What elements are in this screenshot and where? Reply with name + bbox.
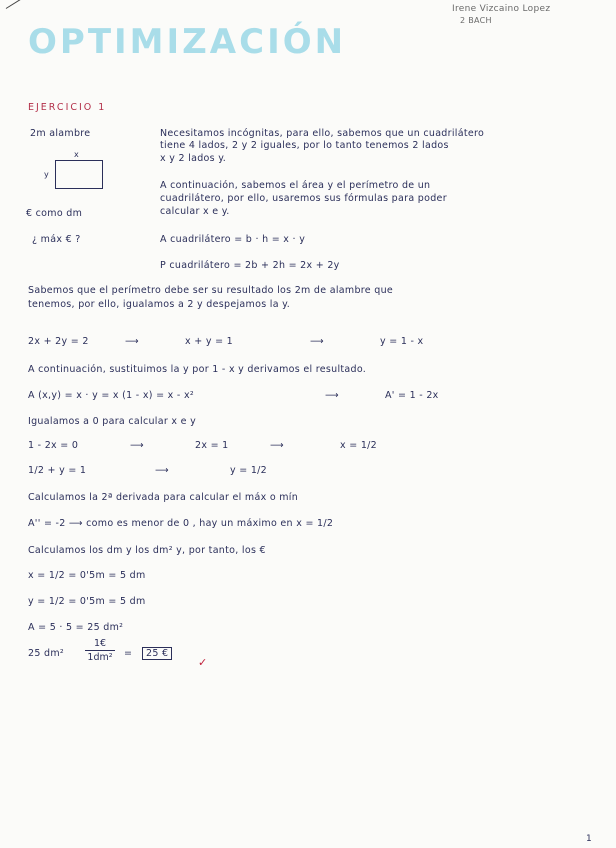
perimeter-text-2: tenemos, por ello, igualamos a 2 y despejamos la y.	[28, 299, 291, 310]
intro-line-1: Necesitamos incógnitas, para ello, sabemos que un cuadrilátero	[160, 128, 485, 139]
page-number: 1	[586, 834, 593, 844]
area-in-dm2: A = 5 · 5 = 25 dm²	[28, 622, 124, 633]
second-derivative: A'' = -2 ⟶ como es menor de 0 , hay un máximo en x = 1/2	[28, 518, 334, 529]
fraction-bar	[85, 650, 115, 651]
substitute-text: A continuación, sustituimos la y por 1 - x y derivamos el resultado.	[28, 364, 367, 375]
exercise-heading: EJERCICIO 1	[28, 102, 107, 113]
arrow-6: ⟶	[155, 465, 169, 476]
pencil-mark	[6, 0, 25, 9]
eq-solve-y: y = 1 - x	[380, 336, 424, 347]
given-question: ¿ máx € ?	[32, 234, 81, 245]
rectangle-figure	[55, 160, 103, 189]
area-function: A (x,y) = x · y = x (1 - x) = x - x²	[28, 390, 195, 401]
arrow-2: ⟶	[310, 336, 324, 347]
arrow-3: ⟶	[325, 390, 339, 401]
intro-line-2: tiene 4 lados, 2 y 2 iguales, por lo tanto tenemos 2 lados	[160, 140, 449, 151]
eq-2x: 2x = 1	[195, 440, 229, 451]
eq-substitute-x: 1/2 + y = 1	[28, 465, 87, 476]
final-area: 25 dm²	[28, 648, 65, 659]
figure-y-label: y	[44, 170, 50, 179]
eq-x-value: x = 1/2	[340, 440, 378, 451]
area-formula: A cuadrilátero = b · h = x · y	[160, 234, 306, 245]
fraction-denominator: 1dm²	[87, 652, 113, 663]
derivative: A' = 1 - 2x	[385, 390, 439, 401]
check-mark-icon: ✓	[198, 656, 208, 669]
course-label: 2 BACH	[460, 16, 492, 25]
eq-perimeter: 2x + 2y = 2	[28, 336, 89, 347]
final-result: 25 €	[142, 647, 172, 660]
figure-x-label: x	[74, 150, 80, 159]
given-wire: 2m alambre	[30, 128, 91, 139]
page-title: OPTIMIZACIÓN	[28, 22, 347, 62]
x-in-dm: x = 1/2 = 0'5m = 5 dm	[28, 570, 146, 581]
author-name: Irene Vizcaino Lopez	[452, 4, 551, 14]
given-price: € como dm	[26, 208, 83, 219]
y-in-dm: y = 1/2 = 0'5m = 5 dm	[28, 596, 146, 607]
next-line-2: cuadrilátero, por ello, usaremos sus fórmulas para poder	[160, 193, 447, 204]
arrow-4: ⟶	[130, 440, 144, 451]
second-derivative-text: Calculamos la 2ª derivada para calcular el máx o mín	[28, 492, 299, 503]
eq-derivative-zero: 1 - 2x = 0	[28, 440, 79, 451]
equal-zero-text: Igualamos a 0 para calcular x e y	[28, 416, 197, 427]
price-fraction	[85, 638, 115, 663]
final-equals: =	[124, 648, 133, 659]
arrow-5: ⟶	[270, 440, 284, 451]
fraction-numerator: 1€	[93, 638, 107, 649]
perimeter-formula: P cuadrilátero = 2b + 2h = 2x + 2y	[160, 260, 340, 271]
units-text: Calculamos los dm y los dm² y, por tanto, los €	[28, 545, 266, 556]
intro-line-3: x y 2 lados y.	[160, 153, 227, 164]
perimeter-text-1: Sabemos que el perímetro debe ser su resultado los 2m de alambre que	[28, 285, 394, 296]
eq-simplified: x + y = 1	[185, 336, 233, 347]
next-line-3: calcular x e y.	[160, 206, 230, 217]
next-line-1: A continuación, sabemos el área y el perímetro de un	[160, 180, 431, 191]
arrow-1: ⟶	[125, 336, 139, 347]
eq-y-value: y = 1/2	[230, 465, 268, 476]
